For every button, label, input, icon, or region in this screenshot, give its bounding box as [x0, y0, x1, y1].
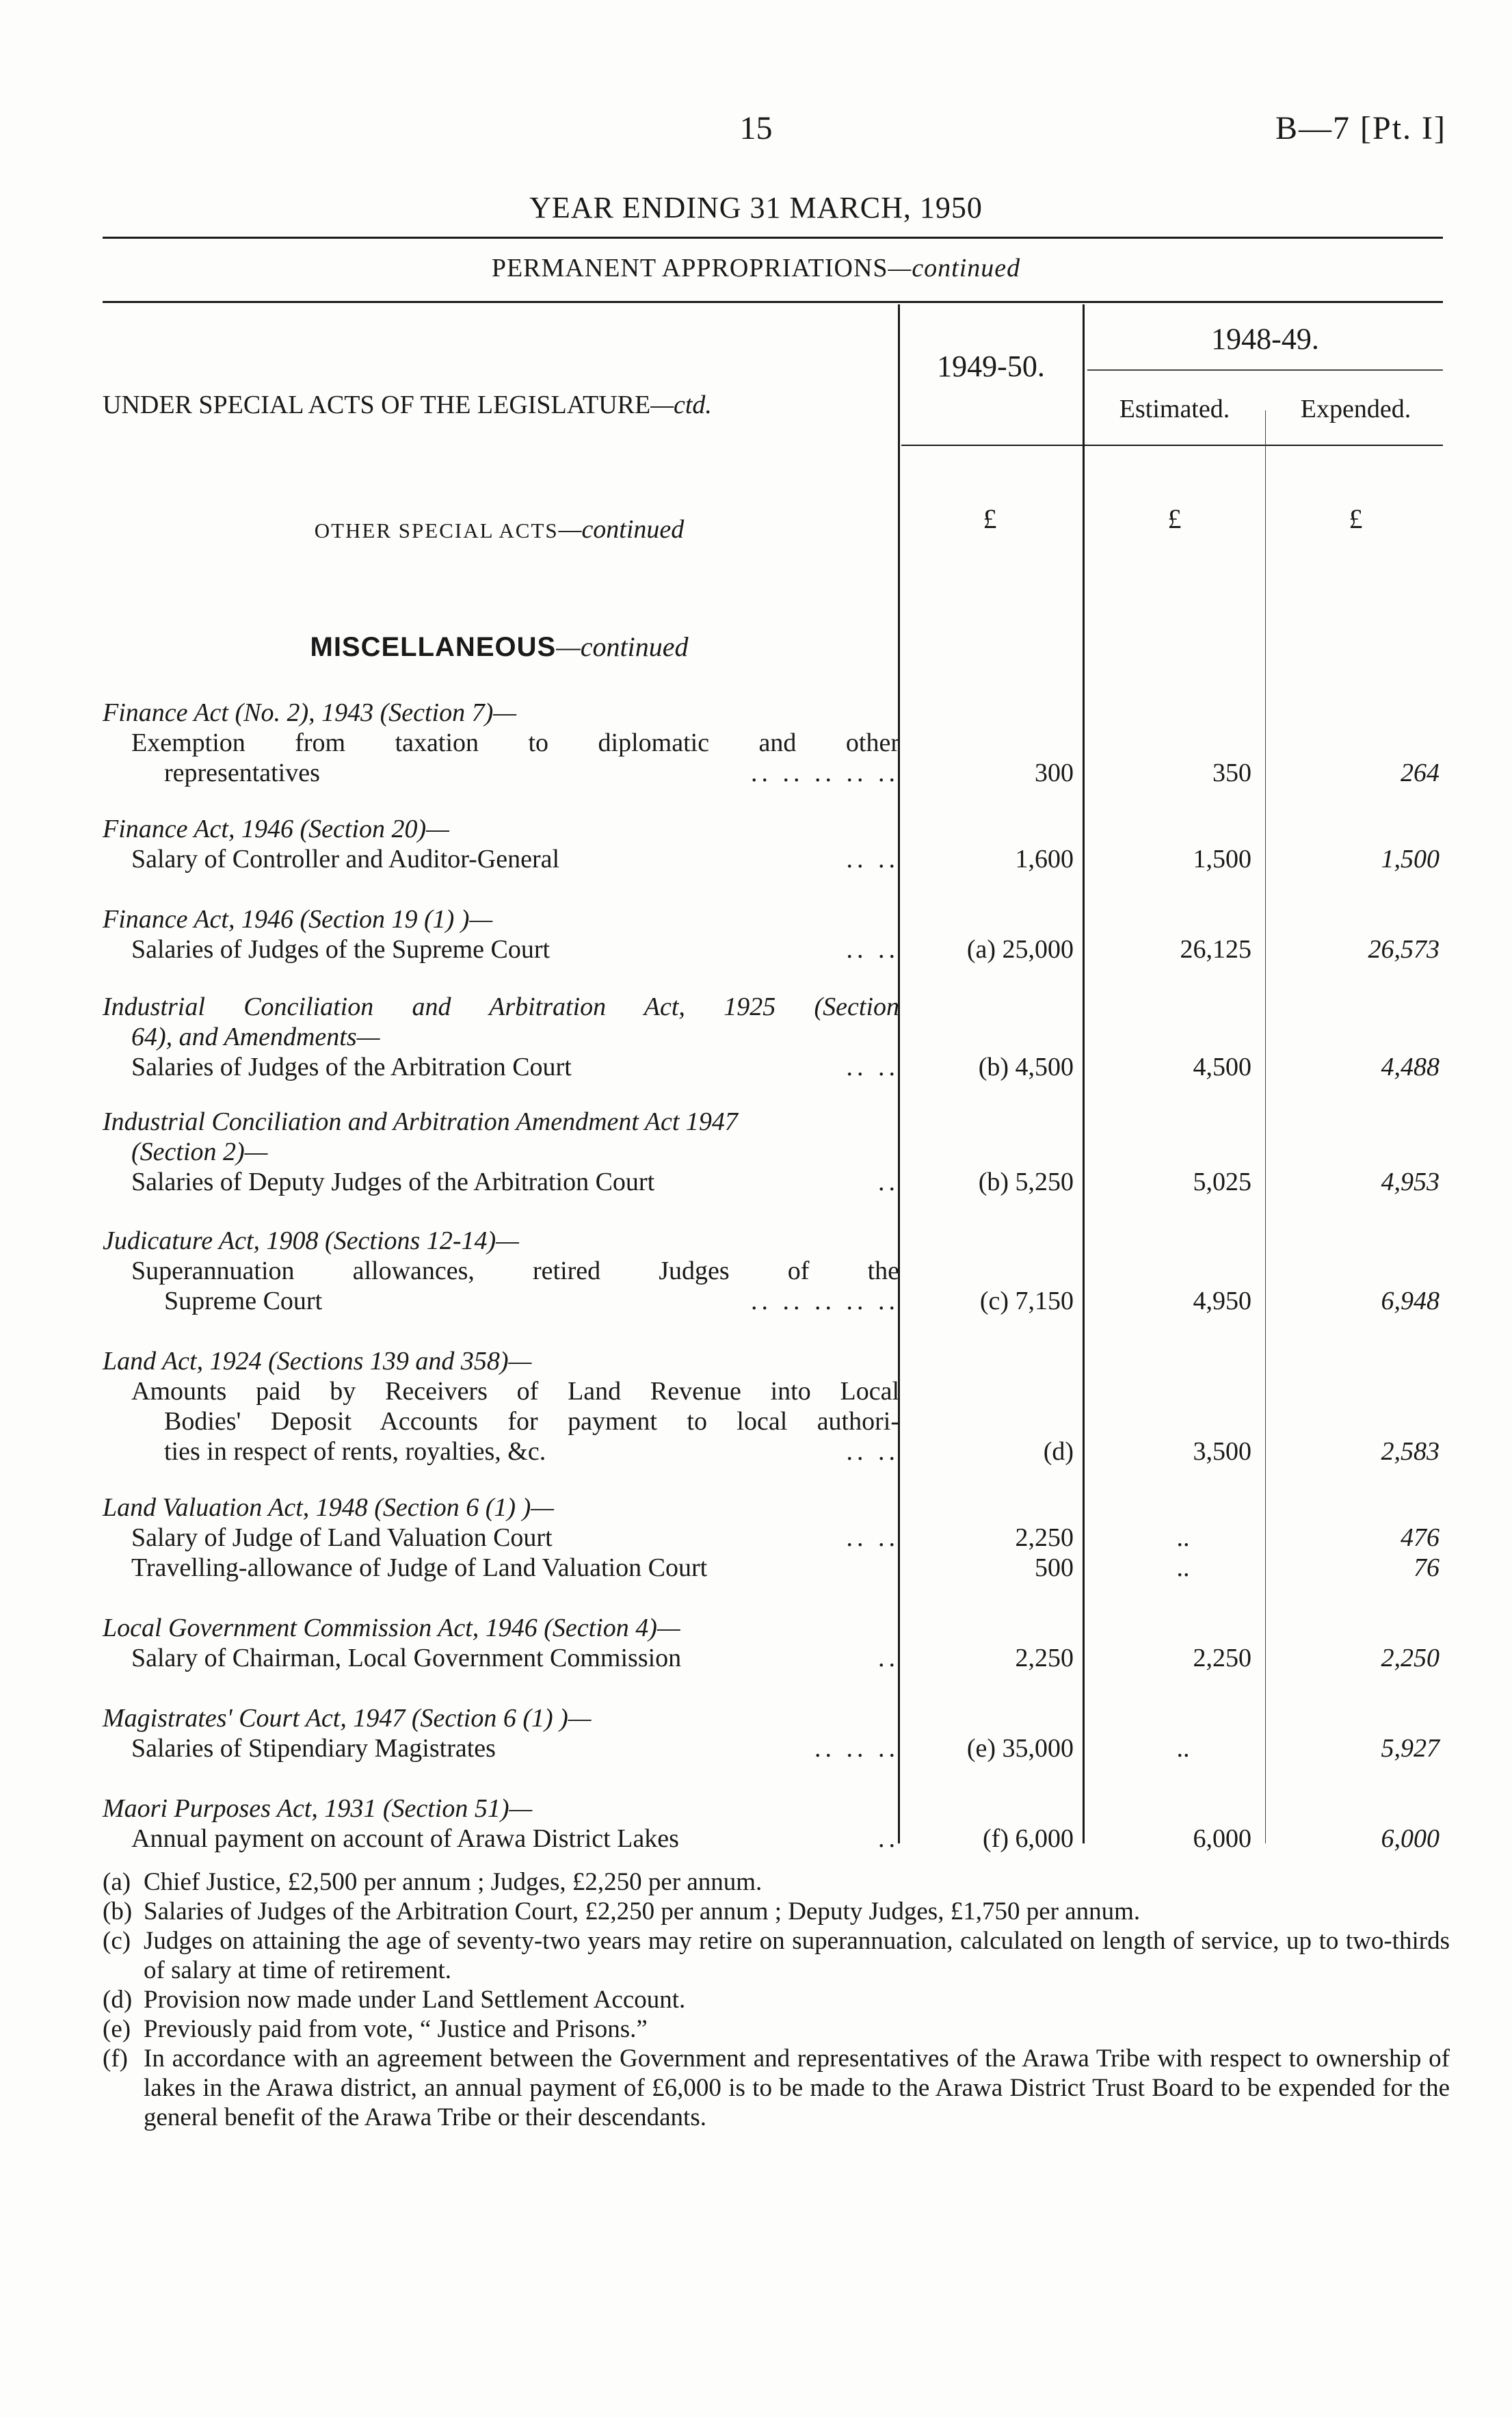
footnote-label: (d)	[103, 1986, 133, 2014]
leader-dots: .. .. .. .. ..	[751, 1287, 899, 1315]
section-heading-continued: —continued	[558, 515, 685, 544]
currency-symbol-estimated: £	[1167, 503, 1182, 534]
value-expended: 5,927	[1381, 1734, 1440, 1763]
value-estimated: 5,025	[1193, 1168, 1251, 1196]
footnotes	[103, 1867, 1450, 2132]
footnote-label: (e)	[103, 2015, 131, 2043]
leader-dots: .. ..	[846, 1523, 899, 1552]
entry-description: Salary of Controller and Auditor-General	[131, 845, 560, 873]
footnote-b	[103, 1897, 1450, 1926]
table-row	[103, 992, 1470, 1082]
value-1949-50: 300	[1035, 759, 1074, 787]
value-expended: 6,948	[1381, 1287, 1440, 1315]
value-estimated: ..	[1176, 1523, 1190, 1552]
act-title-cont: (Section 2)—	[131, 1138, 268, 1166]
value-estimated: 3,500	[1193, 1437, 1251, 1466]
footnote-c	[103, 1926, 1450, 1985]
table-row	[103, 1493, 1470, 1583]
value-1949-50: 2,250	[1015, 1523, 1074, 1552]
entry-description: Exemption from taxation to diplomatic and other	[131, 728, 899, 757]
value-estimated: 4,500	[1193, 1053, 1251, 1081]
value-1949-50: (f) 6,000	[983, 1824, 1074, 1853]
act-title: Finance Act, 1946 (Section 19 (1) )—	[103, 905, 493, 934]
leader-dots: .. .. .. .. ..	[751, 759, 899, 787]
entry-description: Salaries of Stipendiary Magistrates	[131, 1734, 496, 1763]
entry-description: Salary of Judge of Land Valuation Court	[131, 1523, 553, 1552]
footnote-d	[103, 1985, 1450, 2014]
value-1949-50: 500	[1035, 1553, 1074, 1582]
value-estimated: 1,500	[1193, 845, 1251, 873]
leader-dots: .. .. ..	[814, 1734, 899, 1763]
footnote-text: Provision now made under Land Settlement Account.	[144, 1986, 686, 2014]
subtitle-main: PERMANENT APPROPRIATIONS	[491, 254, 888, 282]
entry-description: Salaries of Judges of the Supreme Court	[131, 935, 551, 964]
table-row	[103, 1703, 1470, 1763]
footnote-label: (f)	[103, 2045, 128, 2073]
entry-line	[103, 1523, 899, 1553]
value-estimated: 2,250	[1193, 1644, 1251, 1672]
title-rule	[103, 237, 1443, 239]
entry-description-line2: Supreme Court	[164, 1287, 323, 1315]
entry-description-line2: Bodies' Deposit Accounts for payment to local authori-	[164, 1407, 899, 1436]
value-expended: 2,583	[1381, 1437, 1440, 1466]
value-estimated: 4,950	[1193, 1287, 1251, 1315]
act-title: Finance Act (No. 2), 1943 (Section 7)—	[103, 698, 517, 727]
entry-description-line3: ties in respect of rents, royalties, &c.	[164, 1437, 546, 1466]
table-header-left	[103, 390, 712, 420]
header-left-main: UNDER SPECIAL ACTS OF THE LEGISLATURE	[103, 391, 651, 419]
entry-description: Annual payment on account of Arawa District Lakes	[131, 1824, 679, 1853]
entry-description-cont	[103, 758, 899, 788]
entry-description: Salaries of Deputy Judges of the Arbitration Court	[131, 1168, 655, 1196]
column-header-1949-50: 1949-50.	[937, 350, 1045, 383]
footnote-label: (b)	[103, 1897, 133, 1926]
table-row	[103, 814, 1470, 874]
value-expended: 4,953	[1381, 1168, 1440, 1196]
leader-dots: ..	[878, 1824, 899, 1853]
section-heading-other-acts	[103, 514, 896, 544]
value-1949-50: 2,250	[1015, 1644, 1074, 1672]
act-title: Land Act, 1924 (Sections 139 and 358)—	[103, 1347, 532, 1376]
entry-description-cont	[103, 1436, 899, 1467]
leader-dots: .. ..	[846, 845, 899, 873]
value-estimated: 350	[1212, 759, 1251, 787]
value-1949-50: (c) 7,150	[979, 1287, 1074, 1315]
act-title: Industrial Conciliation and Arbitration Amendment Act 1947	[103, 1107, 738, 1136]
value-1949-50: 1,600	[1015, 845, 1074, 873]
table-row	[103, 1226, 1470, 1316]
subsection-heading-miscellaneous	[103, 631, 896, 663]
entry-line	[103, 844, 899, 874]
footnote-label: (a)	[103, 1868, 131, 1896]
footnote-text: Judges on attaining the age of seventy-two years may retire on superannuation, calculated on length of service, up to two-thirds of salary at time of retirement.	[144, 1927, 1450, 1984]
subtitle-continued: —continued	[888, 254, 1021, 282]
footnote-f	[103, 2044, 1450, 2132]
act-title: Land Valuation Act, 1948 (Section 6 (1) )—	[103, 1493, 555, 1522]
footnote-text: In accordance with an agreement between the Government and representatives of the Arawa Tribe with respect to ownership of lakes in the Arawa district, an annual payment of £6,000 is to be made to the Arawa District Trust Board to be expended for the general benefit of the Arawa Tribe or their descendants.	[144, 2045, 1450, 2131]
act-title: Maori Purposes Act, 1931 (Section 51)—	[103, 1794, 533, 1823]
value-expended: 1,500	[1381, 845, 1440, 873]
footnote-text: Chief Justice, £2,500 per annum ; Judges, £2,250 per annum.	[144, 1868, 762, 1896]
value-estimated: 26,125	[1180, 935, 1251, 964]
currency-symbol-expended: £	[1349, 503, 1363, 534]
entry-description: Superannuation allowances, retired Judges of the	[131, 1257, 899, 1285]
value-expended: 2,250	[1381, 1644, 1440, 1672]
page-reference: B—7 [Pt. I]	[1275, 110, 1446, 146]
value-expended: 476	[1401, 1523, 1440, 1552]
value-1949-50: (a) 25,000	[966, 935, 1074, 964]
column-header-expended: Expended.	[1300, 395, 1411, 423]
entry-line	[103, 1824, 899, 1854]
value-estimated: ..	[1176, 1553, 1190, 1582]
entry-description: Amounts paid by Receivers of Land Revenue into Local	[131, 1377, 899, 1406]
footnote-text: Previously paid from vote, “ Justice and Prisons.”	[144, 2015, 648, 2043]
column-header-estimated: Estimated.	[1119, 395, 1230, 423]
entry-line	[103, 934, 899, 964]
entry-description: Salaries of Judges of the Arbitration Court	[131, 1053, 572, 1081]
value-1949-50: (d)	[1043, 1437, 1074, 1466]
entry-line	[103, 1052, 899, 1082]
value-estimated: 6,000	[1193, 1824, 1251, 1853]
value-expended: 26,573	[1368, 935, 1440, 964]
act-title: Industrial Conciliation and Arbitration Act, 1925 (Section	[103, 993, 899, 1021]
act-title: Local Government Commission Act, 1946 (Section 4)—	[103, 1614, 680, 1642]
act-title-cont: 64), and Amendments—	[131, 1023, 380, 1051]
misc-heading-continued: —continued	[556, 631, 689, 662]
table-row	[103, 904, 1470, 964]
entry-description-line2: representatives	[164, 759, 320, 787]
leader-dots: .. ..	[846, 935, 899, 964]
act-title: Finance Act, 1946 (Section 20)—	[103, 815, 449, 843]
page-number: 15	[739, 110, 773, 146]
misc-heading-main: MISCELLANEOUS	[310, 632, 557, 662]
value-1949-50: (b) 4,500	[978, 1053, 1074, 1081]
entry-description: Salary of Chairman, Local Government Commission	[131, 1644, 682, 1672]
leader-dots: ..	[878, 1168, 899, 1196]
value-expended: 264	[1401, 759, 1440, 787]
table-top-rule	[103, 301, 1443, 303]
act-title: Judicature Act, 1908 (Sections 12-14)—	[103, 1226, 519, 1255]
leader-dots: .. ..	[846, 1437, 899, 1466]
entry-line	[103, 1167, 899, 1197]
table-row	[103, 1793, 1470, 1854]
value-estimated: ..	[1176, 1734, 1190, 1763]
section-heading-main: OTHER SPECIAL ACTS	[314, 518, 559, 542]
value-1949-50: (e) 35,000	[966, 1734, 1074, 1763]
leader-dots: .. ..	[846, 1053, 899, 1081]
table-row	[103, 698, 1470, 788]
entry-description-line2: Travelling-allowance of Judge of Land Valuation Court	[131, 1553, 708, 1582]
table-row	[103, 1346, 1470, 1467]
footnote-label: (c)	[103, 1927, 131, 1955]
value-expended: 4,488	[1381, 1053, 1440, 1081]
entry-line	[103, 1643, 899, 1673]
currency-symbol-1949: £	[983, 503, 997, 534]
value-1949-50: (b) 5,250	[978, 1168, 1074, 1196]
footnote-text: Salaries of Judges of the Arbitration Court, £2,250 per annum ; Deputy Judges, £1,750 per annum.	[144, 1897, 1141, 1926]
table-row	[103, 1613, 1470, 1673]
page-subtitle	[0, 253, 1512, 283]
page-title: YEAR ENDING 31 MARCH, 1950	[529, 191, 983, 224]
header-bottom-rule	[901, 445, 1443, 446]
value-expended: 6,000	[1381, 1824, 1440, 1853]
act-title: Magistrates' Court Act, 1947 (Section 6 (1) )—	[103, 1704, 592, 1733]
entry-description-cont	[103, 1286, 899, 1316]
footnote-a	[103, 1867, 1450, 1897]
table-row	[103, 1107, 1470, 1197]
value-expended: 76	[1414, 1553, 1440, 1582]
footnote-e	[103, 2014, 1450, 2044]
header-left-continued: —ctd.	[650, 391, 712, 419]
entry-line	[103, 1733, 899, 1763]
leader-dots: ..	[878, 1644, 899, 1672]
header-subrule	[1087, 369, 1443, 371]
column-header-1948-49: 1948-49.	[1211, 322, 1319, 356]
